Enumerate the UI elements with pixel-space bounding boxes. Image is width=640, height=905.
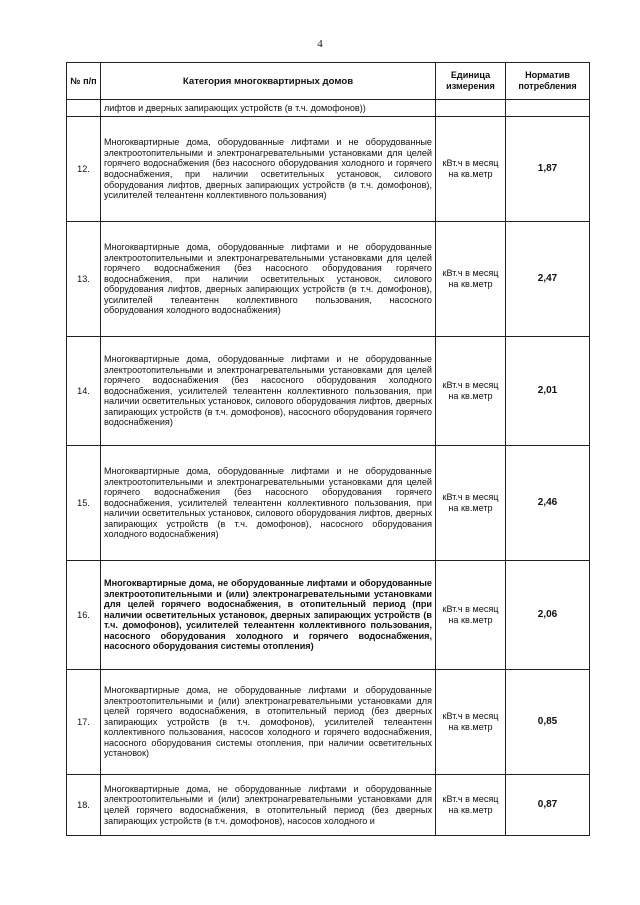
table-row — [67, 337, 590, 446]
row-number: 13. — [67, 222, 101, 337]
row-description: Многоквартирные дома, не оборудованные лифтами и оборудованные электроотопительными и (или) электронагревательными установками для целей горячего водоснабжения, в отопительный период (без дверных запирающих устройств (в т.ч. домофонов), усилителей телеантенн коллективного пользования, насосов холодного и горячего водоснабжения, насосного оборудования системы отопления, при наличии осветительных установок) — [101, 670, 436, 775]
continuation-row — [67, 100, 590, 117]
row-number: 14. — [67, 337, 101, 446]
row-unit: кВт.ч в месяц на кв.метр — [436, 337, 506, 446]
table-row — [67, 117, 590, 222]
header-num: № п/п — [67, 63, 101, 100]
row-unit: кВт.ч в месяц на кв.метр — [436, 561, 506, 670]
table-row — [67, 775, 590, 836]
row-description: Многоквартирные дома, не оборудованные лифтами и оборудованные электроотопительными и (или) электронагревательными установками для целей горячего водоснабжения, в отопительный период (без дверных запирающих устройств (в т.ч. домофонов), насосов холодного и — [101, 775, 436, 836]
table-row — [67, 222, 590, 337]
row-unit: кВт.ч в месяц на кв.метр — [436, 222, 506, 337]
continuation-num — [67, 100, 101, 117]
row-description: Многоквартирные дома, оборудованные лифтами и не оборудованные электроотопительными и электронагревательными установками для целей горячего водоснабжения (без насосного оборудования холодного и горячего водоснабжения, при наличии осветительных установок, силового оборудования лифтов, дверных запирающих устройств (в т.ч. домофонов), усилителей телеантенн коллективного пользования) — [101, 117, 436, 222]
row-unit: кВт.ч в месяц на кв.метр — [436, 117, 506, 222]
continuation-value — [506, 100, 590, 117]
row-description: Многоквартирные дома, оборудованные лифтами и не оборудованные электроотопительными и электронагревательными установками для целей горячего водоснабжения (без насосного оборудования горячего водоснабжения, при наличии осветительных установок, силового оборудования лифтов, дверных запирающих устройств (в т.ч. домофонов), усилителей телеантенн коллективного пользования, насосного оборудования холодного водоснабжения) — [101, 222, 436, 337]
row-value: 2,06 — [506, 561, 590, 670]
row-value: 1,87 — [506, 117, 590, 222]
table-row — [67, 561, 590, 670]
row-value: 0,85 — [506, 670, 590, 775]
row-number: 18. — [67, 775, 101, 836]
table-row — [67, 446, 590, 561]
row-description: Многоквартирные дома, оборудованные лифтами и не оборудованные электроотопительными и электронагревательными установками для целей горячего водоснабжения (без насосного оборудования холодного водоснабжения, усилителей телеантенн коллективного пользования, при наличии осветительных установок, силового оборудования лифтов, дверных запирающих устройств (в т.ч. домофонов), насосного оборудования горячего водоснабжения) — [101, 337, 436, 446]
table-header-row — [67, 63, 590, 100]
row-number: 16. — [67, 561, 101, 670]
row-number: 15. — [67, 446, 101, 561]
row-value: 0,87 — [506, 775, 590, 836]
consumption-norms-table — [66, 62, 590, 836]
continuation-text: лифтов и дверных запирающих устройств (в т.ч. домофонов)) — [101, 100, 436, 117]
row-value: 2,01 — [506, 337, 590, 446]
row-value: 2,46 — [506, 446, 590, 561]
page-number: 4 — [317, 38, 323, 50]
row-description: Многоквартирные дома, не оборудованные лифтами и оборудованные электроотопительными и (или) электронагревательными установками для целей горячего водоснабжения, в отопительный период (при наличии осветительных установок, дверных запирающих устройств (в т.ч. домофонов), усилителей телеантенн коллективного пользования, насосного оборудования холодного и горячего водоснабжения, насосного оборудования системы отопления) — [101, 561, 436, 670]
row-value: 2,47 — [506, 222, 590, 337]
continuation-unit — [436, 100, 506, 117]
row-unit: кВт.ч в месяц на кв.метр — [436, 775, 506, 836]
table-row — [67, 670, 590, 775]
row-unit: кВт.ч в месяц на кв.метр — [436, 670, 506, 775]
row-description: Многоквартирные дома, оборудованные лифтами и не оборудованные электроотопительными и электронагревательными установками для целей горячего водоснабжения (без насосного оборудования горячего водоснабжения, усилителей телеантенн коллективного пользования, при наличии осветительных установок, силового оборудования лифтов, дверных запирающих устройств (в т.ч. домофонов), насосного оборудования холодного водоснабжения) — [101, 446, 436, 561]
row-number: 12. — [67, 117, 101, 222]
header-unit: Единица измерения — [436, 63, 506, 100]
row-unit: кВт.ч в месяц на кв.метр — [436, 446, 506, 561]
header-norm: Норматив потребления — [506, 63, 590, 100]
header-category: Категория многоквартирных домов — [101, 63, 436, 100]
row-number: 17. — [67, 670, 101, 775]
